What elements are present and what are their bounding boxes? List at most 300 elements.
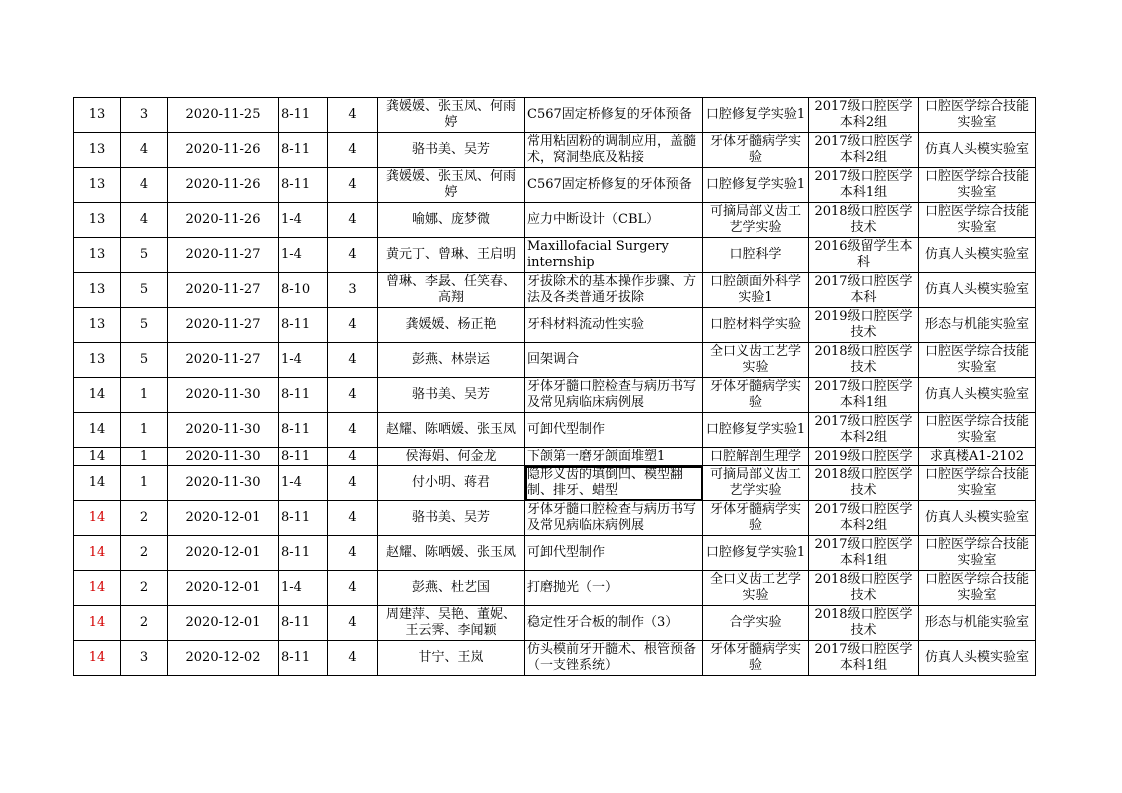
lab-cell-text: 全口义齿工艺学实验 [709, 572, 801, 603]
slot-cell-text: 8-10 [281, 282, 311, 297]
room-cell [919, 536, 1036, 571]
week-cell-text: 13 [88, 352, 106, 367]
hours-cell [328, 536, 378, 571]
hours-cell-text: 4 [348, 545, 357, 560]
course-cell [525, 343, 703, 378]
week-cell-text: 14 [88, 387, 106, 402]
room-cell-text: 仿真人头模实验室 [924, 247, 1029, 262]
week-cell [74, 133, 121, 168]
date-cell [168, 378, 279, 413]
class-cell-text: 2018级口腔医学技术 [814, 467, 913, 498]
slot-cell-text: 1-4 [281, 475, 302, 490]
teachers-cell [378, 98, 525, 133]
class-cell-text: 2017级口腔医学本科1组 [814, 642, 913, 673]
day-cell [121, 378, 168, 413]
course-cell-text: 牙体牙髓口腔检查与病历书写及常见病临床病例展 [527, 379, 697, 410]
teachers-cell [378, 238, 525, 273]
slot-cell [279, 308, 328, 343]
date-cell-text: 2020-11-30 [185, 448, 261, 464]
date-cell-text: 2020-11-26 [185, 142, 261, 157]
class-cell [809, 343, 919, 378]
lab-cell [703, 448, 809, 466]
week-cell-text: 14 [88, 580, 106, 595]
course-cell-text: 打磨抛光（一） [527, 580, 619, 595]
room-cell-text: 口腔医学综合技能实验室 [924, 537, 1029, 568]
hours-cell [328, 308, 378, 343]
hours-cell [328, 168, 378, 203]
teachers-cell-text: 付小明、蒋君 [411, 475, 490, 490]
day-cell-text: 3 [139, 107, 149, 122]
room-cell-text: 口腔医学综合技能实验室 [924, 572, 1029, 603]
slot-cell [279, 378, 328, 413]
teachers-cell-text: 彭燕、林崇运 [411, 352, 490, 367]
lab-cell [703, 133, 809, 168]
date-cell-text: 2020-12-02 [185, 650, 261, 665]
date-cell-text: 2020-12-01 [185, 580, 261, 595]
lab-cell-text: 口腔材料学实验 [709, 317, 801, 332]
class-cell [809, 606, 919, 641]
week-cell-text: 14 [88, 475, 106, 490]
room-cell-text: 仿真人头模实验室 [924, 650, 1029, 665]
teachers-cell [378, 308, 525, 343]
week-cell-text: 14 [88, 615, 106, 630]
hours-cell-text: 4 [348, 422, 357, 437]
week-cell-text: 14 [88, 422, 106, 437]
date-cell-text: 2020-12-01 [185, 615, 261, 630]
date-cell [168, 98, 279, 133]
lab-cell-text: 口腔修复学实验1 [705, 422, 806, 437]
week-cell [74, 238, 121, 273]
schedule-table [73, 97, 1036, 676]
hours-cell-text: 4 [348, 247, 357, 262]
hours-cell-text: 4 [348, 352, 357, 367]
course-cell [525, 273, 703, 308]
day-cell-text: 1 [139, 448, 149, 464]
course-cell [525, 308, 703, 343]
lab-cell [703, 238, 809, 273]
room-cell [919, 308, 1036, 343]
week-cell-text: 13 [88, 247, 106, 262]
day-cell-text: 4 [139, 177, 149, 192]
lab-cell [703, 413, 809, 448]
class-cell-text: 2016级留学生本科 [814, 239, 913, 270]
table-row [74, 536, 1036, 571]
table-row [74, 571, 1036, 606]
date-cell [168, 413, 279, 448]
table-row [74, 308, 1036, 343]
lab-cell-text: 牙体牙髓病学实验 [709, 134, 801, 165]
slot-cell [279, 536, 328, 571]
class-cell-text: 2018级口腔医学技术 [814, 572, 913, 603]
date-cell [168, 641, 279, 676]
teachers-cell [378, 641, 525, 676]
week-cell [74, 343, 121, 378]
room-cell [919, 203, 1036, 238]
class-cell-text: 2017级口腔医学本科2组 [814, 502, 913, 533]
lab-cell-text: 口腔修复学实验1 [705, 177, 806, 192]
course-cell-text: 可卸代型制作 [527, 422, 606, 437]
slot-cell-text: 8-11 [281, 545, 311, 560]
day-cell [121, 641, 168, 676]
date-cell [168, 168, 279, 203]
week-cell [74, 413, 121, 448]
class-cell [809, 98, 919, 133]
table-row [74, 98, 1036, 133]
teachers-cell-text: 喻娜、庞梦微 [411, 212, 490, 227]
lab-cell-text: 牙体牙髓病学实验 [709, 379, 801, 410]
date-cell [168, 448, 279, 466]
table-row [74, 203, 1036, 238]
lab-cell [703, 536, 809, 571]
day-cell [121, 98, 168, 133]
slot-cell [279, 641, 328, 676]
week-cell-text: 14 [88, 545, 106, 560]
hours-cell [328, 133, 378, 168]
hours-cell-text: 4 [348, 317, 357, 332]
date-cell-text: 2020-11-25 [185, 107, 261, 122]
room-cell [919, 378, 1036, 413]
class-cell [809, 413, 919, 448]
course-cell [525, 98, 703, 133]
week-cell [74, 571, 121, 606]
lab-cell [703, 273, 809, 308]
lab-cell-text: 口腔修复学实验1 [705, 545, 806, 560]
day-cell-text: 4 [139, 142, 149, 157]
slot-cell-text: 1-4 [281, 352, 302, 367]
hours-cell-text: 4 [348, 580, 357, 595]
table-row [74, 466, 1036, 501]
teachers-cell-text: 彭燕、杜艺国 [411, 580, 490, 595]
day-cell-text: 1 [139, 422, 149, 437]
table-row [74, 273, 1036, 308]
week-cell [74, 606, 121, 641]
date-cell [168, 343, 279, 378]
teachers-cell [378, 413, 525, 448]
week-cell-text: 14 [88, 510, 106, 525]
course-cell [525, 448, 703, 466]
date-cell-text: 2020-11-30 [185, 475, 261, 490]
date-cell-text: 2020-11-30 [185, 387, 261, 402]
table-row [74, 448, 1036, 466]
week-cell-text: 13 [88, 142, 106, 157]
room-cell-text: 求真楼A1-2102 [929, 448, 1025, 464]
week-cell [74, 641, 121, 676]
course-cell [525, 378, 703, 413]
teachers-cell [378, 168, 525, 203]
slot-cell [279, 343, 328, 378]
lab-cell [703, 378, 809, 413]
course-cell-text: 可卸代型制作 [527, 545, 606, 560]
room-cell [919, 238, 1036, 273]
date-cell-text: 2020-11-30 [185, 422, 261, 437]
teachers-cell [378, 536, 525, 571]
room-cell-text: 仿真人头模实验室 [924, 142, 1029, 157]
teachers-cell-text: 龚媛媛、杨正艳 [405, 317, 497, 332]
hours-cell-text: 4 [348, 387, 357, 402]
lab-cell-text: 口腔颌面外科学实验1 [709, 274, 801, 305]
day-cell [121, 203, 168, 238]
lab-cell [703, 203, 809, 238]
week-cell [74, 501, 121, 536]
teachers-cell-text: 周建萍、吴艳、董妮、王云霁、李闻颖 [385, 607, 516, 638]
date-cell [168, 606, 279, 641]
course-cell-text: 隐形义齿的填倒凹、模型翻制、排牙、蜡型 [527, 467, 684, 498]
date-cell-text: 2020-12-01 [185, 545, 261, 560]
day-cell [121, 238, 168, 273]
day-cell-text: 2 [139, 615, 149, 630]
class-cell-text: 2017级口腔医学本科1组 [814, 537, 913, 568]
schedule-body [74, 98, 1036, 676]
day-cell-text: 5 [139, 282, 149, 297]
lab-cell-text: 牙体牙髓病学实验 [709, 642, 801, 673]
class-cell-text: 2017级口腔医学本科2组 [814, 414, 913, 445]
course-cell [525, 413, 703, 448]
table-row [74, 378, 1036, 413]
course-cell-text: Maxillofacial Surgery internship [527, 239, 669, 270]
lab-cell [703, 343, 809, 378]
class-cell-text: 2018级口腔医学技术 [814, 204, 913, 235]
class-cell [809, 448, 919, 466]
day-cell [121, 273, 168, 308]
hours-cell [328, 466, 378, 501]
room-cell-text: 形态与机能实验室 [924, 615, 1029, 630]
date-cell-text: 2020-11-26 [185, 212, 261, 227]
day-cell [121, 413, 168, 448]
hours-cell [328, 273, 378, 308]
table-row [74, 413, 1036, 448]
class-cell [809, 378, 919, 413]
teachers-cell-text: 骆书美、吴芳 [411, 510, 490, 525]
teachers-cell-text: 侯海娟、何金龙 [405, 448, 497, 464]
date-cell [168, 466, 279, 501]
teachers-cell-text: 骆书美、吴芳 [411, 142, 490, 157]
hours-cell-text: 4 [348, 212, 357, 227]
room-cell [919, 466, 1036, 501]
week-cell [74, 168, 121, 203]
course-cell-text: 回架调合 [527, 352, 580, 367]
hours-cell-text: 4 [348, 475, 357, 490]
room-cell [919, 133, 1036, 168]
room-cell-text: 仿真人头模实验室 [924, 282, 1029, 297]
teachers-cell [378, 133, 525, 168]
class-cell [809, 238, 919, 273]
lab-cell-text: 口腔科学 [729, 247, 782, 262]
teachers-cell-text: 赵耀、陈哂媛、张玉凤 [385, 422, 516, 437]
course-cell-text: 应力中断设计（CBL） [527, 212, 660, 227]
slot-cell [279, 448, 328, 466]
week-cell [74, 378, 121, 413]
date-cell [168, 273, 279, 308]
class-cell-text: 2018级口腔医学技术 [814, 344, 913, 375]
course-cell [525, 536, 703, 571]
teachers-cell [378, 448, 525, 466]
room-cell [919, 501, 1036, 536]
date-cell-text: 2020-11-26 [185, 177, 261, 192]
date-cell-text: 2020-11-27 [185, 282, 261, 297]
slot-cell-text: 8-11 [281, 615, 311, 630]
course-cell-text: 仿头模前牙开髓术、根管预备（一支锉系统） [527, 642, 697, 673]
class-cell [809, 501, 919, 536]
day-cell-text: 4 [139, 212, 149, 227]
week-cell-text: 14 [88, 650, 106, 665]
teachers-cell [378, 606, 525, 641]
hours-cell [328, 606, 378, 641]
table-row [74, 133, 1036, 168]
day-cell-text: 5 [139, 317, 149, 332]
table-row [74, 168, 1036, 203]
date-cell-text: 2020-12-01 [185, 510, 261, 525]
week-cell-text: 13 [88, 107, 106, 122]
teachers-cell-text: 黄元丁、曾琳、王启明 [385, 247, 516, 262]
teachers-cell [378, 273, 525, 308]
hours-cell [328, 501, 378, 536]
hours-cell-text: 4 [348, 615, 357, 630]
hours-cell-text: 4 [348, 142, 357, 157]
room-cell [919, 571, 1036, 606]
slot-cell-text: 8-11 [281, 448, 311, 464]
slot-cell [279, 238, 328, 273]
table-row [74, 501, 1036, 536]
course-cell [525, 133, 703, 168]
hours-cell [328, 641, 378, 676]
room-cell-text: 口腔医学综合技能实验室 [924, 467, 1029, 498]
room-cell-text: 口腔医学综合技能实验室 [924, 204, 1029, 235]
table-row [74, 641, 1036, 676]
day-cell-text: 5 [139, 247, 149, 262]
course-cell-text: C567固定桥修复的牙体预备 [527, 107, 692, 122]
course-cell [525, 238, 703, 273]
date-cell [168, 536, 279, 571]
class-cell-text: 2017级口腔医学本科2组 [814, 134, 913, 165]
room-cell [919, 641, 1036, 676]
lab-cell [703, 571, 809, 606]
day-cell-text: 2 [139, 580, 149, 595]
day-cell-text: 2 [139, 545, 149, 560]
day-cell [121, 536, 168, 571]
day-cell [121, 448, 168, 466]
teachers-cell-text: 赵耀、陈哂媛、张玉凤 [385, 545, 516, 560]
hours-cell [328, 378, 378, 413]
teachers-cell [378, 343, 525, 378]
lab-cell [703, 641, 809, 676]
course-cell [525, 571, 703, 606]
class-cell [809, 168, 919, 203]
lab-cell [703, 168, 809, 203]
hours-cell [328, 448, 378, 466]
teachers-cell-text: 曾琳、李晸、任笑春、高翔 [385, 274, 516, 305]
class-cell-text: 2018级口腔医学技术 [814, 607, 913, 638]
room-cell [919, 273, 1036, 308]
day-cell-text: 1 [139, 475, 149, 490]
slot-cell-text: 8-11 [281, 317, 311, 332]
room-cell [919, 606, 1036, 641]
course-cell-text: 常用粘固粉的调制应用，盖髓术，窝洞垫底及粘接 [527, 134, 697, 165]
teachers-cell [378, 571, 525, 606]
hours-cell [328, 98, 378, 133]
course-cell [525, 466, 703, 501]
lab-cell-text: 口腔修复学实验1 [705, 107, 806, 122]
hours-cell [328, 238, 378, 273]
room-cell [919, 448, 1036, 466]
date-cell [168, 238, 279, 273]
date-cell [168, 203, 279, 238]
teachers-cell-text: 甘宁、王岚 [418, 650, 484, 665]
lab-cell [703, 466, 809, 501]
slot-cell-text: 8-11 [281, 107, 311, 122]
week-cell-text: 13 [88, 317, 106, 332]
hours-cell-text: 4 [348, 177, 357, 192]
day-cell [121, 343, 168, 378]
course-cell-text: 牙拔除术的基本操作步骤、方法及各类普通牙拔除 [527, 274, 697, 305]
room-cell-text: 口腔医学综合技能实验室 [924, 169, 1029, 200]
week-cell-text: 14 [88, 448, 106, 464]
course-cell [525, 641, 703, 676]
class-cell-text: 2019级口腔医学技术 [814, 309, 913, 340]
room-cell-text: 口腔医学综合技能实验室 [924, 99, 1029, 130]
date-cell [168, 308, 279, 343]
slot-cell [279, 203, 328, 238]
class-cell [809, 273, 919, 308]
lab-cell-text: 合学实验 [729, 615, 782, 630]
room-cell [919, 413, 1036, 448]
hours-cell [328, 203, 378, 238]
date-cell [168, 571, 279, 606]
slot-cell-text: 1-4 [281, 212, 302, 227]
date-cell-text: 2020-11-27 [185, 247, 261, 262]
teachers-cell-text: 龚媛媛、张玉凤、何雨婷 [385, 99, 516, 130]
day-cell [121, 466, 168, 501]
date-cell [168, 133, 279, 168]
date-cell-text: 2020-11-27 [185, 352, 261, 367]
teachers-cell [378, 203, 525, 238]
slot-cell [279, 273, 328, 308]
lab-cell [703, 606, 809, 641]
slot-cell [279, 168, 328, 203]
course-cell [525, 168, 703, 203]
lab-cell-text: 可摘局部义齿工艺学实验 [709, 467, 801, 498]
hours-cell-text: 4 [348, 510, 357, 525]
week-cell [74, 466, 121, 501]
slot-cell [279, 501, 328, 536]
slot-cell [279, 466, 328, 501]
course-cell [525, 501, 703, 536]
slot-cell-text: 8-11 [281, 650, 311, 665]
course-cell-text: 稳定性牙合板的制作（3） [527, 615, 679, 630]
day-cell-text: 1 [139, 387, 149, 402]
table-row [74, 343, 1036, 378]
week-cell [74, 98, 121, 133]
hours-cell-text: 4 [348, 650, 357, 665]
course-cell-text: 下颌第一磨牙颌面堆塑1 [527, 448, 666, 464]
class-cell-text: 2017级口腔医学本科1组 [814, 379, 913, 410]
course-cell-text: 牙科材料流动性实验 [527, 317, 645, 332]
slot-cell-text: 1-4 [281, 247, 302, 262]
class-cell-text: 2017级口腔医学本科1组 [814, 169, 913, 200]
room-cell-text: 口腔医学综合技能实验室 [924, 344, 1029, 375]
lab-cell [703, 98, 809, 133]
class-cell-text: 2017级口腔医学本科 [814, 274, 913, 305]
hours-cell [328, 571, 378, 606]
date-cell [168, 501, 279, 536]
hours-cell-text: 3 [348, 282, 357, 297]
lab-cell [703, 308, 809, 343]
slot-cell-text: 8-11 [281, 142, 311, 157]
table-row [74, 238, 1036, 273]
room-cell [919, 343, 1036, 378]
room-cell-text: 仿真人头模实验室 [924, 387, 1029, 402]
day-cell-text: 5 [139, 352, 149, 367]
course-cell-text: 牙体牙髓口腔检查与病历书写及常见病临床病例展 [527, 502, 697, 533]
